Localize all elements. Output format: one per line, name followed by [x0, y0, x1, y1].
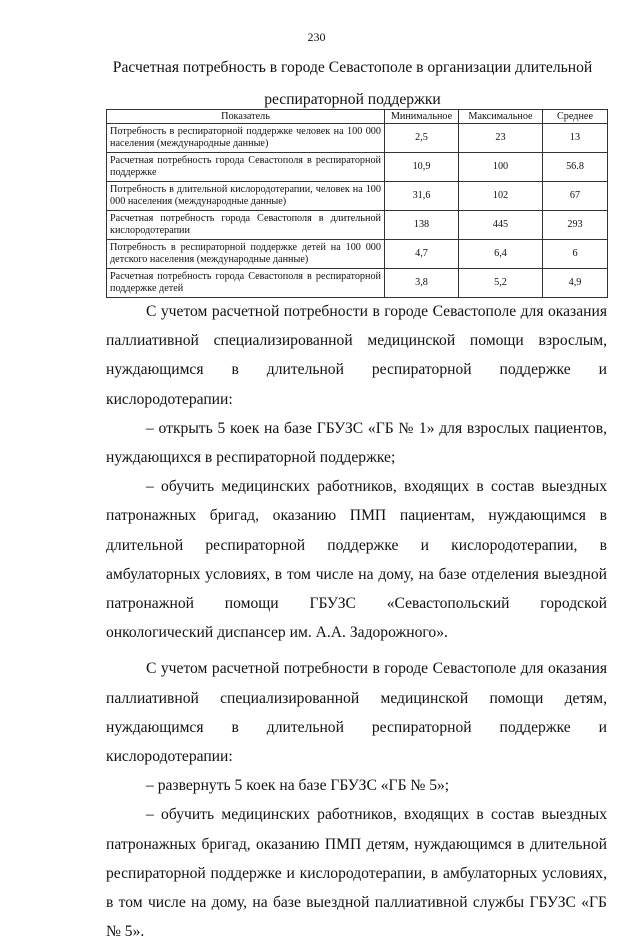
header-average: Среднее: [543, 110, 608, 124]
row-min: 10,9: [385, 153, 459, 182]
row-avg: 67: [543, 182, 608, 211]
header-indicator: Показатель: [107, 110, 385, 124]
header-minimum: Минимальное: [385, 110, 459, 124]
body-text: [106, 297, 607, 946]
row-max: 5,2: [459, 269, 543, 298]
document-title: Расчетная потребность в городе Севастополе в организации длительной респираторной поддержки: [112, 59, 593, 108]
row-label: Потребность в респираторной поддержке человек на 100 000 населения (международные данные): [107, 124, 385, 153]
row-avg: 293: [543, 211, 608, 240]
row-label: Расчетная потребность города Севастополя в респираторной поддержке детей: [107, 269, 385, 298]
header-maximum: Максимальное: [459, 110, 543, 124]
row-min: 4,7: [385, 240, 459, 269]
table-row: [107, 240, 608, 269]
row-avg: 6: [543, 240, 608, 269]
row-label: Потребность в респираторной поддержке детей на 100 000 детского населения (международные данные): [107, 240, 385, 269]
row-avg: 13: [543, 124, 608, 153]
list-item-adult-beds: – открыть 5 коек на базе ГБУЗС «ГБ № 1» для взрослых пациентов, нуждающихся в респираторной поддержке;: [106, 419, 607, 467]
table-row: [107, 211, 608, 240]
need-table: [106, 109, 608, 298]
page-number: 230: [307, 30, 326, 44]
row-max: 23: [459, 124, 543, 153]
paragraph-children-intro: С учетом расчетной потребности в городе Севастополе для оказания паллиативной специализированной медицинской помощи детям, нуждающимся в длительной респираторной поддержке и кислородотерапии:: [106, 660, 607, 766]
row-max: 6,4: [459, 240, 543, 269]
paragraph-gap: [106, 647, 607, 654]
row-label: Расчетная потребность города Севастополя в длительной кислородотерапии: [107, 211, 385, 240]
row-label: Потребность в длительной кислородотерапии, человек на 100 000 населения (международные данные): [107, 182, 385, 211]
table-row: [107, 182, 608, 211]
row-min: 31,6: [385, 182, 459, 211]
table-row: [107, 124, 608, 153]
row-min: 2,5: [385, 124, 459, 153]
table-row: [107, 269, 608, 298]
row-avg: 56.8: [543, 153, 608, 182]
row-avg: 4,9: [543, 269, 608, 298]
table-row: [107, 153, 608, 182]
row-max: 100: [459, 153, 543, 182]
list-item-adult-training: – обучить медицинских работников, входящих в состав выездных патронажных бригад, оказанию ПМП пациентам, нуждающимся в длительной респираторной поддержке и кислородотерапии, в амбулаторных условиях, в том числе на дому, на базе отделения выездной патронажной помощи ГБУЗС «Севастопольский городской онкологический диспансер им. А.А. Задорожного».: [106, 478, 607, 642]
row-max: 102: [459, 182, 543, 211]
table-header-row: [107, 110, 608, 124]
row-label: Расчетная потребность города Севастополя в респираторной поддержке: [107, 153, 385, 182]
list-item-children-beds: – развернуть 5 коек на базе ГБУЗС «ГБ № 5»;: [146, 777, 450, 795]
row-min: 3,8: [385, 269, 459, 298]
list-item-children-training: – обучить медицинских работников, входящих в состав выездных патронажных бригад, оказанию ПМП детям, нуждающимся в длительной респираторной поддержке и кислородотерапии, в амбулаторных условиях, в том числе на дому, на базе выездной паллиативной службы ГБУЗС «ГБ № 5».: [106, 806, 607, 941]
paragraph-adults-intro: С учетом расчетной потребности в городе Севастополе для оказания паллиативной специализированной медицинской помощи взрослым, нуждающимся в длительной респираторной поддержке и кислородотерапии:: [106, 303, 607, 408]
row-min: 138: [385, 211, 459, 240]
row-max: 445: [459, 211, 543, 240]
